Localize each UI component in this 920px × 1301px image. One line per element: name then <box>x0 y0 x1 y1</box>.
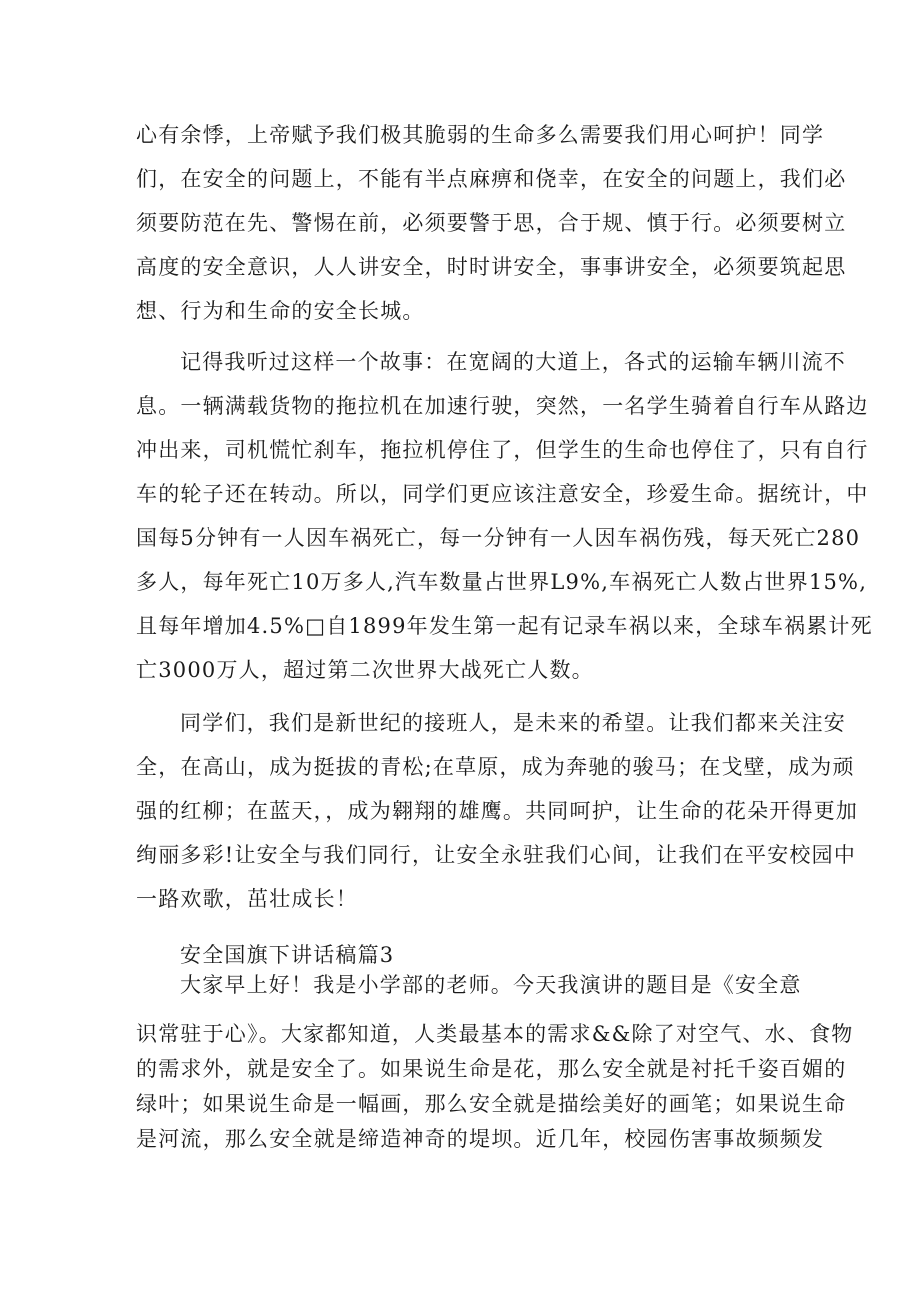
paragraph-line: 想、行为和生命的安全长城。 <box>136 299 425 323</box>
paragraph-line: 高度的安全意识，人人讲安全，时时讲安全，事事讲安全，必须要筑起思 <box>136 255 847 279</box>
paragraph-line: 记得我听过这样一个故事：在宽阔的大道上，各式的运输车辆川流不 <box>180 350 846 374</box>
paragraph-line: 一路欢歌，茁壮成长！ <box>136 887 358 911</box>
paragraph-line: 是河流，那么安全就是缔造神奇的堤坝。近几年，校园伤害事故频频发 <box>136 1127 825 1151</box>
paragraph-line: 大家早上好！我是小学部的老师。今天我演讲的题目是《安全意 <box>180 973 802 997</box>
paragraph-line: 心有余悸，上帝赋予我们极其脆弱的生命多么需要我们用心呵护！同学 <box>136 123 825 147</box>
paragraph-line: 亡3000万人，超过第二次世界大战死亡人数。 <box>136 658 594 682</box>
paragraph-line: 们，在安全的问题上，不能有半点麻痹和侥幸，在安全的问题上，我们必 <box>136 167 847 191</box>
paragraph-line: 国每5分钟有一人因车祸死亡，每一分钟有一人因车祸伤残，每天死亡280 <box>136 526 861 550</box>
paragraph-line: 冲出来，司机慌忙刹车，拖拉机停住了，但学生的生命也停住了，只有自行 <box>136 438 869 462</box>
paragraph-line: 绿叶；如果说生命是一幅画，那么安全就是描绘美好的画笔；如果说生命 <box>136 1092 847 1116</box>
paragraph-line: 全，在高山，成为挺拔的青松;在草原，成为奔驰的骏马；在戈壁，成为顽 <box>136 755 855 779</box>
paragraph-line: 且每年增加4.5%□自1899年发生第一起有记录车祸以来，全球车祸累计死 <box>136 614 873 638</box>
paragraph-line: 的需求外，就是安全了。如果说生命是花，那么安全就是衬托千姿百媚的 <box>136 1057 847 1081</box>
paragraph-line: 须要防范在先、警惕在前，必须要警于思，合于规、慎于行。必须要树立 <box>136 211 847 235</box>
paragraph-line: 绚丽多彩!让安全与我们同行，让安全永驻我们心间，让我们在平安校园中 <box>136 843 857 867</box>
paragraph-line: 同学们，我们是新世纪的接班人，是未来的希望。让我们都来关注安 <box>180 711 846 735</box>
paragraph-line: 息。一辆满载货物的拖拉机在加速行驶，突然，一名学生骑着自行车从路边 <box>136 394 869 418</box>
section-title: 安全国旗下讲话稿篇3 <box>180 943 395 967</box>
paragraph-line: 车的轮子还在转动。所以，同学们更应该注意安全，珍爱生命。据统计，中 <box>136 482 869 506</box>
paragraph-line: 识常驻于心》。大家都知道，人类最基本的需求&&除了对空气、水、食物 <box>136 1022 854 1046</box>
paragraph-line: 强的红柳；在蓝天，，成为翱翔的雄鹰。共同呵护，让生命的花朵开得更加 <box>136 799 859 823</box>
paragraph-line: 多人，每年死亡10万多人,汽车数量占世界L9%,车祸死亡人数占世界15%, <box>136 570 868 594</box>
